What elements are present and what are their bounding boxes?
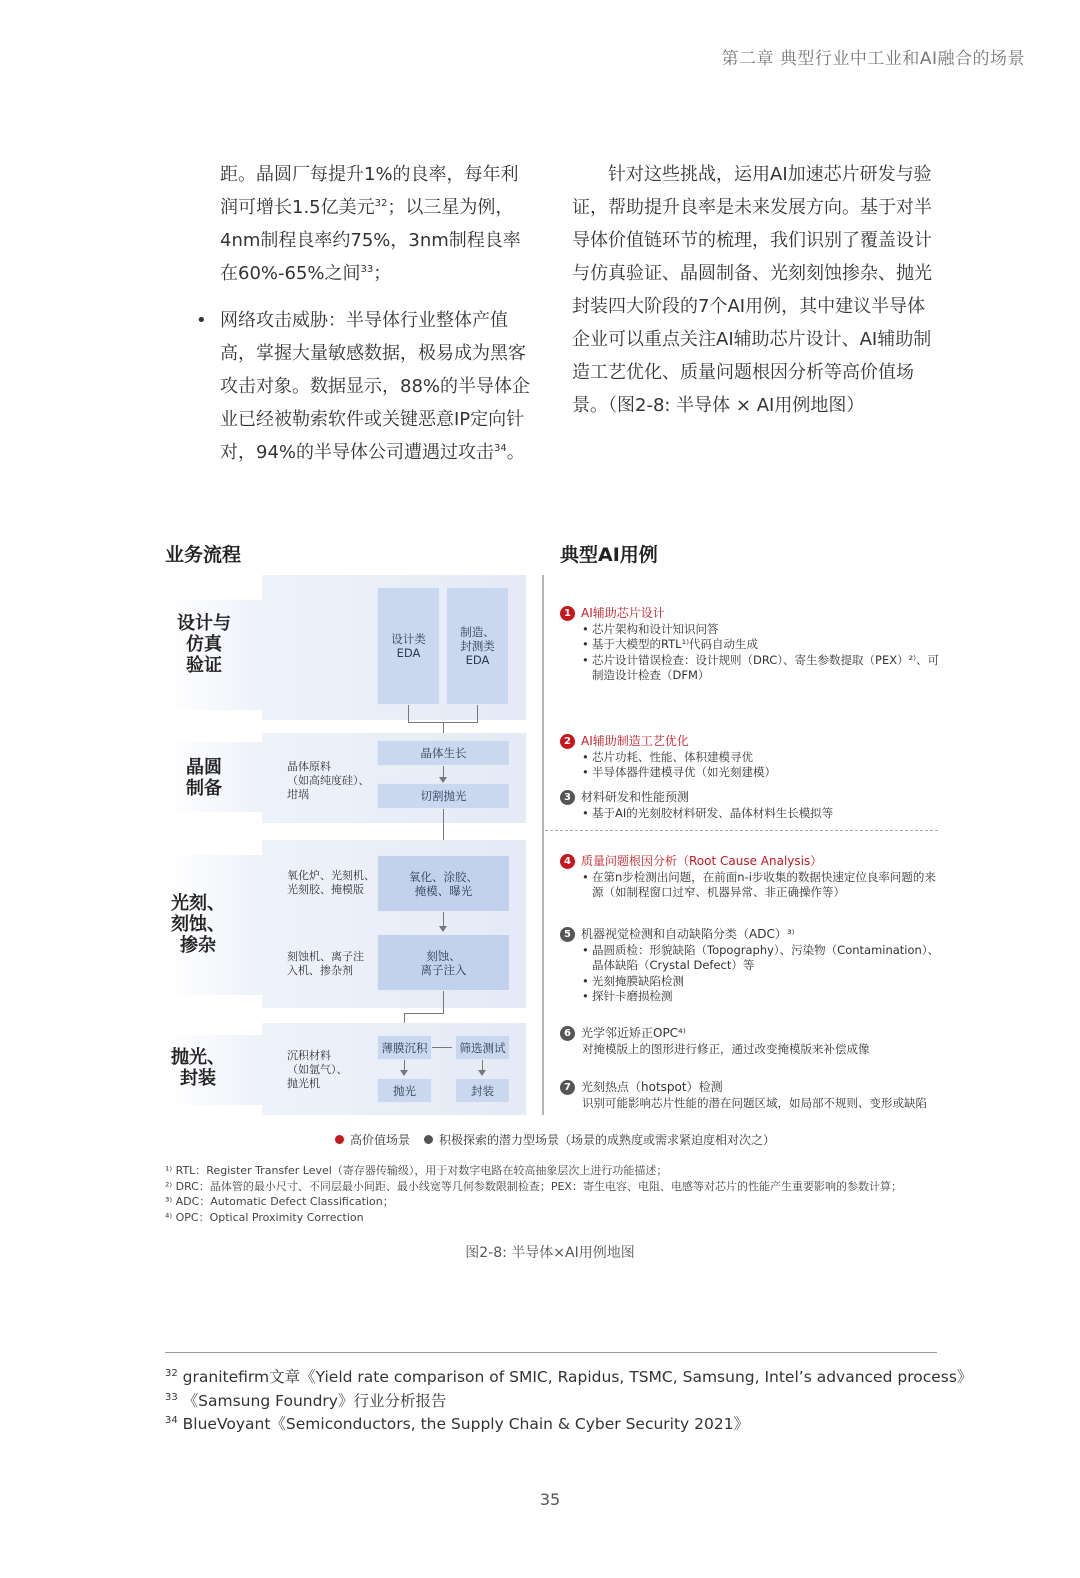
list-item: • 探针卡磨损检测 — [582, 989, 940, 1005]
list-item: • 基于大模型的RTL¹⁾代码自动生成 — [582, 637, 940, 653]
connector — [443, 991, 444, 1013]
stage-label-package: 抛光、 封装 — [171, 1047, 225, 1089]
stage-input-package: 沉积材料 （如氩气）、 抛光机 — [287, 1049, 348, 1090]
number-badge: 7 — [560, 1080, 575, 1095]
box-package: 封装 — [455, 1078, 510, 1103]
box-etch: 刻蚀、 离子注入 — [377, 934, 510, 991]
stage-input-etch: 刻蚀机、离子注 入机、掺杂剂 — [287, 950, 364, 977]
list-item: • 芯片功耗、性能、体积建模寻优 — [582, 750, 940, 766]
number-badge: 4 — [560, 854, 575, 869]
stage-input-litho: 氧化炉、光刻机、 光刻胶、掩模版 — [287, 869, 375, 896]
figure-caption: 图2-8: 半导体×AI用例地图 — [465, 1245, 635, 1261]
flow-heading: 业务流程 — [165, 544, 242, 566]
stage-label-wafer: 晶圆 制备 — [186, 757, 222, 799]
use-case-6: 6 光学邻近矫正OPC⁴⁾ 对掩模版上的图形进行修正，通过改变掩模版来补偿成像 — [560, 1026, 940, 1057]
number-badge: 1 — [560, 606, 575, 621]
box-mfg-eda: 制造、 封测类 EDA — [446, 587, 509, 705]
use-case-desc: 对掩模版上的图形进行修正，通过改变掩模版来补偿成像 — [582, 1041, 870, 1056]
number-badge: 2 — [560, 734, 575, 749]
number-badge: 3 — [560, 790, 575, 805]
use-case-4: 4 质量问题根因分析（Root Cause Analysis） • 在第n步检测出问题，在前面n-i步收集的数据快速定位良率问题的来源（如制程窗口过窄、机器异常、非正确操作等） — [560, 854, 940, 901]
diagram-notes — [165, 1163, 902, 1225]
number-badge: 6 — [560, 1026, 575, 1041]
legend-high-value: 高价值场景 — [350, 1133, 411, 1147]
use-case-1: 1 AI辅助芯片设计 • 芯片架构和设计知识问答 • 基于大模型的RTL¹⁾代码自动生成 • 芯片设计错误检查：设计规则（DRC）、寄生参数提取（PEX）²⁾、可制造设计检查（DFM） — [560, 606, 940, 684]
red-dot-icon — [335, 1135, 344, 1144]
grey-dot-icon — [424, 1135, 433, 1144]
bullet-icon: • — [196, 310, 207, 331]
note-line: ³⁾ ADC：Automatic Defect Classification； — [165, 1195, 394, 1208]
footnote-rule — [165, 1352, 937, 1353]
stage-input-wafer: 晶体原料 （如高纯度硅）、 坩埚 — [287, 760, 370, 801]
right-column — [572, 158, 937, 422]
list-item: • 半导体器件建模寻优（如光刻建模） — [582, 765, 940, 781]
list-item: • 芯片设计错误检查：设计规则（DRC）、寄生参数提取（PEX）²⁾、可制造设计检查（DFM） — [582, 653, 940, 684]
footnote: $^{32}$ granitefirm文章《Yield rate comparison of SMIC, Rapidus, TSMC, Samsung, Intel’s advanced process》 — [165, 1367, 973, 1386]
divider — [542, 575, 544, 1115]
list-item: • 晶圆质检：形貌缺陷（Topography）、污染物（Contamination）、晶体缺陷（Crystal Defect）等 — [582, 943, 940, 974]
box-crystal-growth: 晶体生长 — [377, 740, 510, 766]
box-cut-polish: 切割抛光 — [377, 783, 510, 809]
use-case-7: 7 光刻热点（hotspot）检测 识别可能影响芯片性能的潜在问题区域，如局部不规则、变形或缺陷 — [560, 1080, 940, 1111]
note-line: ²⁾ DRC：晶体管的最小尺寸、不同层最小间距、最小线宽等几何参数限制检查；PEX：寄生电容、电阻、电感等对芯片的性能产生重要影响的参数计算； — [165, 1179, 902, 1193]
box-screening: 筛选测试 — [455, 1035, 510, 1060]
bullet-cyber-attack: • 网络攻击威胁：半导体行业整体产值高，掌握大量敏感数据，极易成为黑客攻击对象。数据显示，88%的半导体企业已经被勒索软件或关键恶意IP定向针对，94%的半导体公司遭遇过攻击$^{34}$。 — [220, 304, 535, 469]
connector — [477, 705, 478, 722]
connector — [404, 1013, 444, 1014]
connector — [408, 705, 409, 722]
footnote: $^{33}$ 《Samsung Foundry》行业分析报告 — [165, 1391, 447, 1410]
list-item: • 芯片架构和设计知识问答 — [582, 622, 940, 638]
paragraph-challenges: 针对这些挑战，运用AI加速芯片研发与验证，帮助提升良率是未来发展方向。基于对半导体价值链环节的梳理，我们识别了覆盖设计与仿真验证、晶圆制备、光刻刻蚀掺杂、抛光封装四大阶段的7个AI用例，其中建议半导体企业可以重点关注AI辅助芯片设计、AI辅助制造工艺优化、质量问题根因分析等高价值场景。（图2-8: 半导体 × AI用例地图） — [572, 164, 932, 416]
left-column — [196, 158, 535, 469]
use-case-desc: 识别可能影响芯片性能的潜在问题区域，如局部不规则、变形或缺陷 — [582, 1095, 927, 1110]
paragraph-yield: 距。晶圆厂每提升1%的良率，每年利润可增长1.5亿美元$^{32}$；以三星为例，4nm制程良率约75%，3nm制程良率在60%-65%之间$^{33}$； — [220, 164, 521, 284]
note-line: ¹⁾ RTL：Register Transfer Level（寄存器传输级），用于对数字电路在较高抽象层次上进行功能描述； — [165, 1164, 668, 1177]
box-oxidation: 氧化、涂胶、 掩模、曝光 — [377, 855, 510, 912]
list-item: • 基于AI的光刻胶材料研发、晶体材料生长模拟等 — [582, 806, 940, 822]
box-polish: 抛光 — [377, 1078, 432, 1103]
arrow-icon — [400, 1070, 408, 1076]
legend — [335, 1131, 775, 1148]
number-badge: 5 — [560, 927, 575, 942]
arrow-icon — [478, 1070, 486, 1076]
footnote: $^{34}$ BlueVoyant《Semiconductors, the Supply Chain & Cyber Security 2021》 — [165, 1414, 750, 1433]
chapter-title: 第二章 典型行业中工业和AI融合的场景 — [721, 49, 1025, 69]
use-case-2: 2 AI辅助制造工艺优化 • 芯片功耗、性能、体积建模寻优 • 半导体器件建模寻优（如光刻建模） — [560, 734, 940, 781]
footnotes — [165, 1366, 972, 1437]
stage-label-litho: 光刻、 刻蚀、 掺杂 — [171, 893, 225, 956]
connector — [432, 1047, 452, 1048]
list-item: • 光刻掩膜缺陷检测 — [582, 974, 940, 990]
ai-heading: 典型AI用例 — [560, 544, 658, 566]
note-line: ⁴⁾ OPC：Optical Proximity Correction — [165, 1210, 364, 1224]
legend-potential: 积极探索的潜力型场景（场景的成熟度或需求紧迫度相对次之） — [439, 1133, 776, 1147]
divider — [545, 830, 938, 831]
list-item: • 在第n步检测出问题，在前面n-i步收集的数据快速定位良率问题的来源（如制程窗口过窄、机器异常、非正确操作等） — [582, 870, 940, 901]
stage-label-design: 设计与 仿真 验证 — [177, 613, 231, 676]
box-design-eda: 设计类 EDA — [377, 587, 440, 705]
use-case-3: 3 材料研发和性能预测 • 基于AI的光刻胶材料研发、晶体材料生长模拟等 — [560, 790, 940, 821]
box-film: 薄膜沉积 — [377, 1035, 432, 1060]
arrow-icon — [439, 926, 447, 932]
page-number: 35 — [539, 1490, 561, 1509]
use-case-5: 5 机器视觉检测和自动缺陷分类（ADC）³⁾ • 晶圆质检：形貌缺陷（Topography）、污染物（Contamination）、晶体缺陷（Crystal Defect）等 • 光刻掩膜缺陷检测 • 探针卡磨损检测 — [560, 927, 940, 1005]
